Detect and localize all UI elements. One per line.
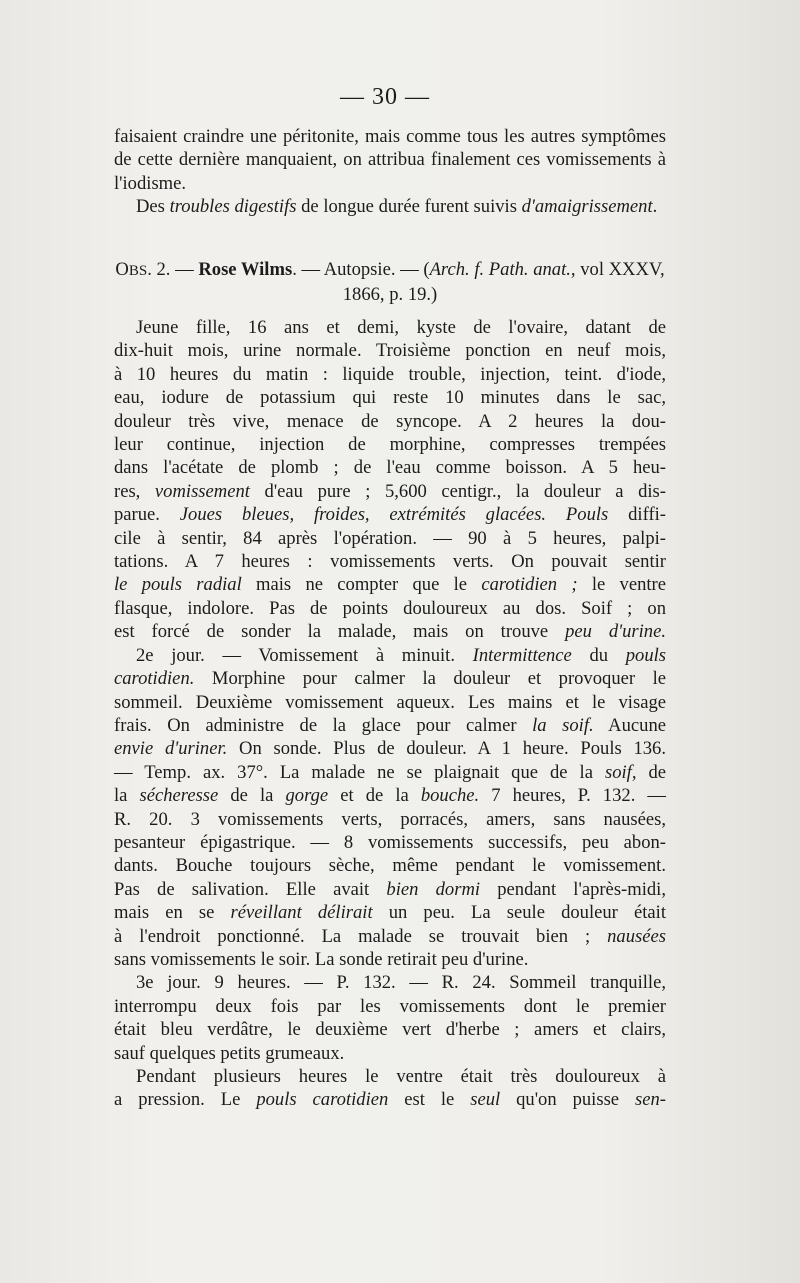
page-number: — 30 — — [340, 84, 430, 110]
body-line: leur continue, injection de morphine, compresses trempées — [114, 434, 666, 456]
body-line: carotidien. Morphine pour calmer la douleur et provoquer le — [114, 668, 666, 690]
body-line: — Temp. ax. 37°. La malade ne se plaignait que de la soif, de — [114, 761, 667, 783]
body-line: sommeil. Deuxième vomissement aqueux. Les mains et le visage — [114, 691, 666, 713]
body-line: est forcé de sonder la malade, mais on trouve peu d'urine. — [114, 621, 666, 643]
body-line: parue. Joues bleues, froides, extrémités glacées. Pouls diffi- — [114, 504, 666, 526]
observation-body — [114, 316, 666, 1112]
observation-heading — [114, 258, 666, 307]
body-line: frais. On administre de la glace pour calmer la soif. Aucune — [114, 714, 666, 736]
body-line: à l'endroit ponctionné. La malade se trouvait bien ; nausées — [114, 925, 666, 947]
body-line: a pression. Le pouls carotidien est le seul qu'on puisse sen- — [114, 1089, 666, 1111]
intro-text — [114, 125, 666, 219]
observation-title: OBS. 2. — Rose Wilms. — Autopsie. — (Arch. f. Path. anat., vol XXXV, 1866, p. 19.) — [115, 259, 665, 306]
body-line: flasque, indolore. Pas de points douloureux au dos. Soif ; on — [114, 597, 666, 619]
body-line: Jeune fille, 16 ans et demi, kyste de l'ovaire, datant de — [136, 317, 666, 338]
body-line: res, vomissement d'eau pure ; 5,600 centigr., la douleur a dis- — [114, 480, 666, 502]
intro-paragraph-1: faisaient craindre une péritonite, mais comme tous les autres symptômes de cette dernière manquaient, on attribua finalement ces vomissements à l'iodisme. — [114, 126, 666, 194]
body-line: la sécheresse de la gorge et de la bouche. 7 heures, P. 132. — — [114, 785, 666, 807]
body-line: sans vomissements le soir. La sonde retirait peu d'urine. — [114, 948, 529, 970]
body-line: 3e jour. 9 heures. — P. 132. — R. 24. Sommeil tranquille, — [136, 972, 666, 994]
body-line: mais en se réveillant délirait un peu. La seule douleur était — [114, 902, 666, 924]
body-line: tations. A 7 heures : vomissements verts. On pouvait sentir — [114, 551, 666, 573]
body-line: cile à sentir, 84 après l'opération. — 90 à 5 heures, palpi- — [114, 527, 666, 549]
body-line: douleur très vive, menace de syncope. A 2 heures la dou- — [114, 410, 666, 432]
body-line: 2e jour. — Vomissement à minuit. Intermittence du pouls — [136, 644, 667, 666]
body-line: dans l'acétate de plomb ; de l'eau comme boisson. A 5 heu- — [114, 457, 666, 479]
body-line: était bleu verdâtre, le deuxième vert d'herbe ; amers et clairs, — [114, 1019, 666, 1041]
body-line: à 10 heures du matin : liquide trouble, injection, teint. d'iode, — [114, 363, 666, 385]
body-line: sauf quelques petits grumeaux. — [114, 1042, 345, 1064]
body-line: dix-huit mois, urine normale. Troisième ponction en neuf mois, — [114, 340, 666, 362]
body-line: le pouls radial mais ne compter que le carotidien ; le ventre — [114, 574, 666, 596]
body-line: Pendant plusieurs heures le ventre était très douloureux à — [136, 1066, 666, 1087]
body-line: eau, iodure de potassium qui reste 10 minutes dans le sac, — [114, 387, 666, 409]
body-line: pesanteur épigastrique. — 8 vomissements successifs, peu abon- — [114, 831, 666, 853]
intro-paragraph-2: Des troubles digestifs de longue durée furent suivis d'amaigrissement. — [136, 196, 658, 218]
body-line: R. 20. 3 vomissements verts, porracés, amers, sans nausées, — [114, 808, 666, 830]
body-line: interrompu deux fois par les vomissements dont le premier — [114, 995, 666, 1017]
body-line: Pas de salivation. Elle avait bien dormi pendant l'après-midi, — [114, 878, 666, 900]
body-line: envie d'uriner. On sonde. Plus de douleur. A 1 heure. Pouls 136. — [114, 738, 666, 760]
body-line: dants. Bouche toujours sèche, même pendant le vomissement. — [114, 855, 666, 877]
patient-name: Rose Wilms — [198, 259, 293, 280]
